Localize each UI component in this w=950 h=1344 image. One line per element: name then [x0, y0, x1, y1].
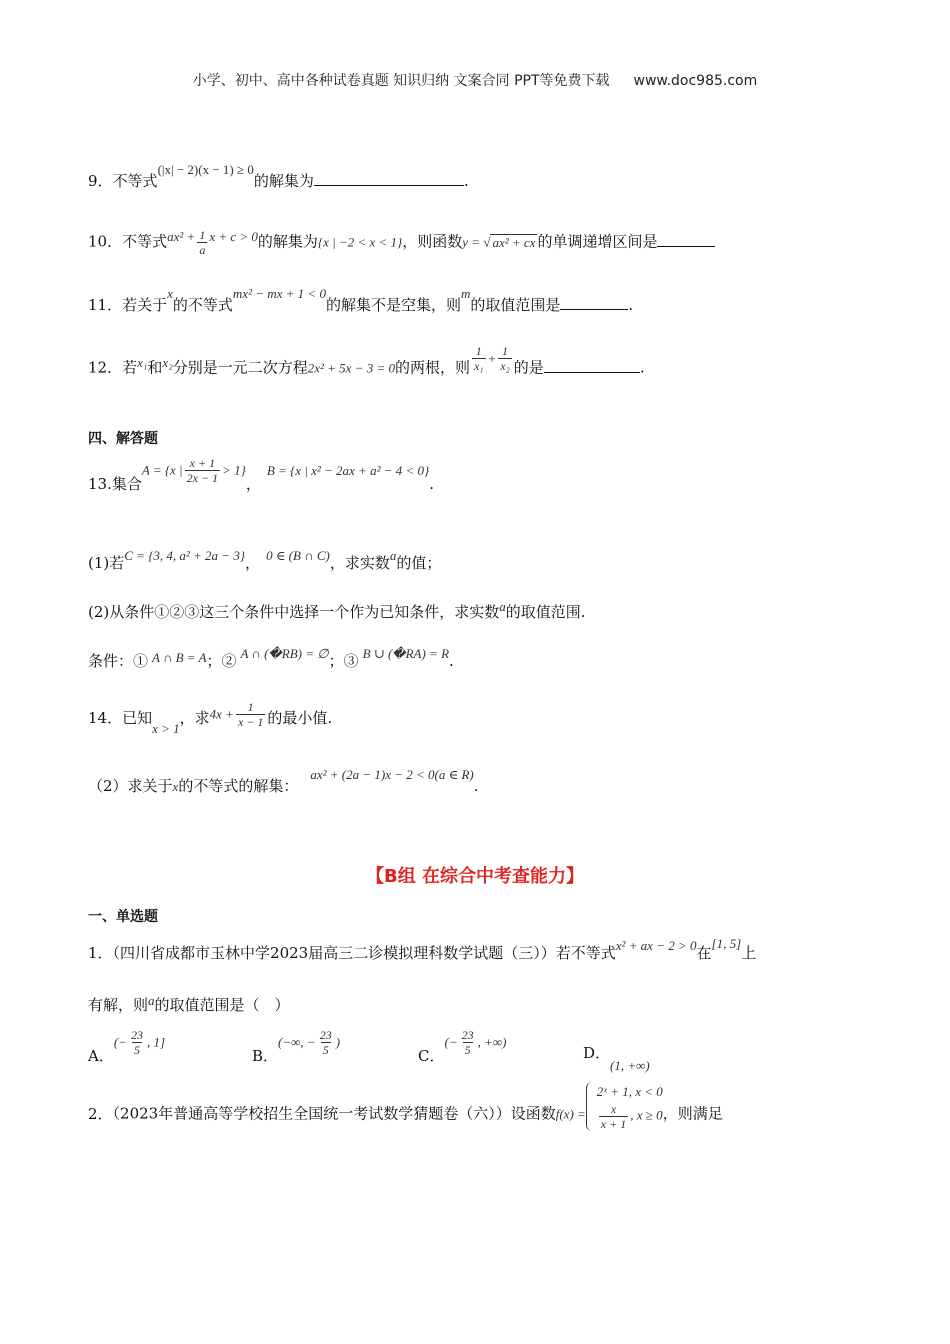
group-b-question-1-line-2	[88, 994, 290, 1015]
group-b-question-1	[88, 936, 757, 963]
math-expr: B ∪ (�RA) = R	[362, 646, 450, 661]
math-var: x₁	[137, 354, 148, 370]
question-11	[88, 286, 634, 315]
math-expr: ax² + (2a − 1)x − 2 < 0(a ∈ R)	[310, 767, 474, 782]
text: 不等式	[112, 172, 158, 190]
fraction	[498, 344, 512, 373]
question-number: 10．	[88, 232, 123, 251]
option-label: D．	[583, 1044, 611, 1062]
option-b[interactable]	[252, 1028, 341, 1065]
math-expr: mx² − mx + 1 < 0	[232, 286, 326, 301]
fraction	[129, 1028, 145, 1057]
text: (2)从条件①②③这三个条件中选择一个作为已知条件，求实数	[88, 603, 500, 621]
math-expr: B = {x | x² − 2ax + a² − 4 < 0}	[266, 462, 430, 478]
answer-blank[interactable]	[657, 232, 715, 247]
text: ；③	[328, 652, 359, 670]
text: .	[429, 474, 434, 493]
text: ，求	[179, 708, 210, 727]
text: .	[473, 777, 479, 795]
text: 的最小值.	[267, 708, 333, 727]
text: 若关于	[122, 296, 168, 314]
text: .	[449, 652, 454, 670]
text: (1)若	[88, 554, 125, 572]
denominator: 5	[322, 1043, 329, 1057]
option-a[interactable]	[88, 1028, 166, 1065]
text: 若	[122, 358, 138, 377]
fraction	[185, 456, 220, 485]
text: 不等式	[122, 232, 168, 251]
math-expr: , 1]	[146, 1034, 166, 1050]
denominator: 5	[464, 1043, 471, 1057]
section-title: 一、单选题	[88, 909, 158, 925]
group-b-question-2	[88, 1084, 723, 1139]
math-var: a	[148, 993, 155, 1008]
option-label: C．	[418, 1046, 445, 1065]
numerator: 1	[502, 344, 509, 358]
question-number: 12．	[88, 358, 123, 377]
text: 的是	[513, 358, 544, 377]
math-var: x₂	[162, 354, 173, 370]
text: ，求实数	[329, 554, 390, 572]
text: ，	[245, 474, 261, 493]
math-expr: x + c > 0	[209, 228, 258, 244]
math-expr: [1, 5]	[711, 936, 742, 951]
denominator: x₂	[500, 359, 510, 373]
math-var: a	[499, 599, 506, 614]
case-2-condition: , x ≥ 0	[630, 1107, 663, 1123]
question-number: 2．	[88, 1104, 113, 1123]
text: （2023年普通高等学校招生全国统一考试数学猜题卷（六））设函数	[112, 1104, 556, 1123]
question-13-part-1	[88, 548, 442, 573]
fraction	[599, 1102, 628, 1131]
header-site[interactable]: www.doc985.com	[633, 73, 758, 89]
text: .	[639, 358, 645, 377]
text: .	[628, 296, 634, 314]
denominator: x − 1	[237, 715, 264, 729]
text: 的取值范围是	[470, 296, 561, 314]
question-14	[88, 700, 333, 736]
page-header	[0, 70, 950, 90]
math-expr: ax² +	[167, 228, 196, 244]
text: 的取值范围是（ ）	[154, 996, 290, 1014]
question-number: 13.集合	[88, 474, 142, 493]
math-expr: > 1}	[222, 462, 246, 478]
math-expr: A = {x |	[141, 462, 183, 478]
denominator: 5	[133, 1043, 140, 1057]
numerator: 23	[130, 1028, 143, 1042]
math-expr: C = {3, 4, a² + 2a − 3}	[124, 548, 246, 563]
math-expr: , +∞)	[477, 1034, 507, 1050]
question-9	[88, 162, 469, 191]
denominator: a	[199, 243, 206, 257]
math-expr: (1, +∞)	[610, 1058, 650, 1073]
text: ；②	[206, 652, 237, 670]
header-text: 小学、初中、高中各种试卷真题 知识归纳 文案合同 PPT等免费下载	[192, 73, 610, 89]
option-label: B．	[252, 1046, 279, 1065]
sqrt-sign: √	[483, 234, 491, 250]
numerator: x	[610, 1102, 617, 1116]
answer-blank[interactable]	[314, 171, 464, 186]
math-expr: 2x² + 5x − 3 = 0	[307, 360, 395, 376]
fraction	[460, 1028, 476, 1057]
math-expr: 4x +	[209, 706, 234, 722]
question-number: 14．已知	[88, 708, 153, 727]
question-13	[88, 456, 434, 493]
numerator: 23	[461, 1028, 474, 1042]
answer-blank[interactable]	[544, 358, 640, 373]
text: （2）求关于	[88, 777, 173, 795]
fraction	[318, 1028, 334, 1057]
denominator: x + 1	[600, 1117, 627, 1131]
math-expr: A ∩ B = A	[152, 650, 207, 665]
text: 的解集不是空集，则	[325, 296, 461, 314]
text: ，	[245, 554, 261, 572]
text: 上	[741, 944, 757, 962]
denominator: 2x − 1	[186, 471, 219, 485]
math-var: x	[172, 779, 179, 794]
text: 有解，则	[88, 996, 149, 1014]
numerator: 1	[475, 344, 482, 358]
numerator: x + 1	[189, 456, 216, 470]
text: 的不等式	[172, 296, 233, 314]
math-expr: {x | −2 < x < 1}	[317, 234, 403, 250]
math-expr: f(x) =	[555, 1106, 586, 1122]
text: 的解集为	[257, 232, 318, 251]
numerator: 1	[247, 700, 254, 714]
math-var: a	[389, 548, 397, 563]
text: 的取值范围.	[505, 603, 586, 621]
text: .	[463, 172, 469, 190]
option-d[interactable]	[583, 1042, 650, 1073]
group-b-title: 【B组 在综合中考查能力】	[366, 866, 584, 887]
text: 的单调递增区间是	[537, 232, 658, 251]
math-expr: x² + ax − 2 > 0	[615, 938, 697, 953]
text: （四川省成都市玉林中学2023届高三二诊模拟理科数学试题（三））若不等式	[112, 944, 616, 962]
math-expr: y =	[462, 234, 484, 250]
math-expr: x > 1	[152, 720, 180, 736]
option-label: A．	[88, 1046, 114, 1065]
text: ，则满足	[662, 1104, 723, 1123]
math-expr: 0 ∈ (B ∩ C)	[266, 548, 330, 563]
math-var: m	[460, 286, 471, 301]
fraction	[197, 228, 207, 257]
math-expr: (−∞, −	[278, 1034, 316, 1050]
math-expr: (−	[444, 1034, 458, 1050]
text: 的解集为	[253, 172, 314, 190]
piecewise-function	[586, 1082, 663, 1131]
text: 的值；	[396, 554, 442, 572]
denominator: x₁	[474, 359, 484, 373]
math-expr: (|x| − 2)(x − 1) ≥ 0	[157, 162, 254, 177]
question-number: 11．	[88, 296, 123, 314]
math-expr: A ∩ (�RB) = ∅	[240, 646, 329, 661]
math-expr: ax² + cx	[492, 234, 536, 250]
question-10	[88, 228, 715, 257]
fraction	[472, 344, 486, 373]
question-number: 9．	[88, 172, 113, 190]
text: 条件：①	[88, 652, 149, 670]
math-expr: (−	[113, 1034, 127, 1050]
math-expr: )	[335, 1034, 341, 1050]
question-12	[88, 344, 645, 383]
text: 分别是一元二次方程	[172, 358, 308, 377]
text: 在	[696, 944, 712, 962]
numerator: 1	[199, 228, 206, 242]
option-c[interactable]	[418, 1028, 507, 1065]
text: ，则函数	[402, 232, 463, 251]
text: 的不等式的解集：	[178, 777, 299, 795]
text: 和	[147, 358, 163, 377]
case-1: 2ˣ + 1, x < 0	[596, 1084, 663, 1099]
numerator: 23	[319, 1028, 332, 1042]
question-13-part-2	[88, 601, 586, 622]
section-title: 四、解答题	[88, 431, 158, 447]
question-14-part-2	[88, 767, 479, 796]
question-13-conditions	[88, 646, 454, 671]
question-number: 1．	[88, 944, 113, 962]
math-var: x	[167, 286, 173, 301]
math-op: +	[487, 350, 497, 366]
fraction	[236, 700, 265, 729]
text: 的两根，则	[395, 358, 471, 377]
answer-blank[interactable]	[560, 295, 628, 310]
